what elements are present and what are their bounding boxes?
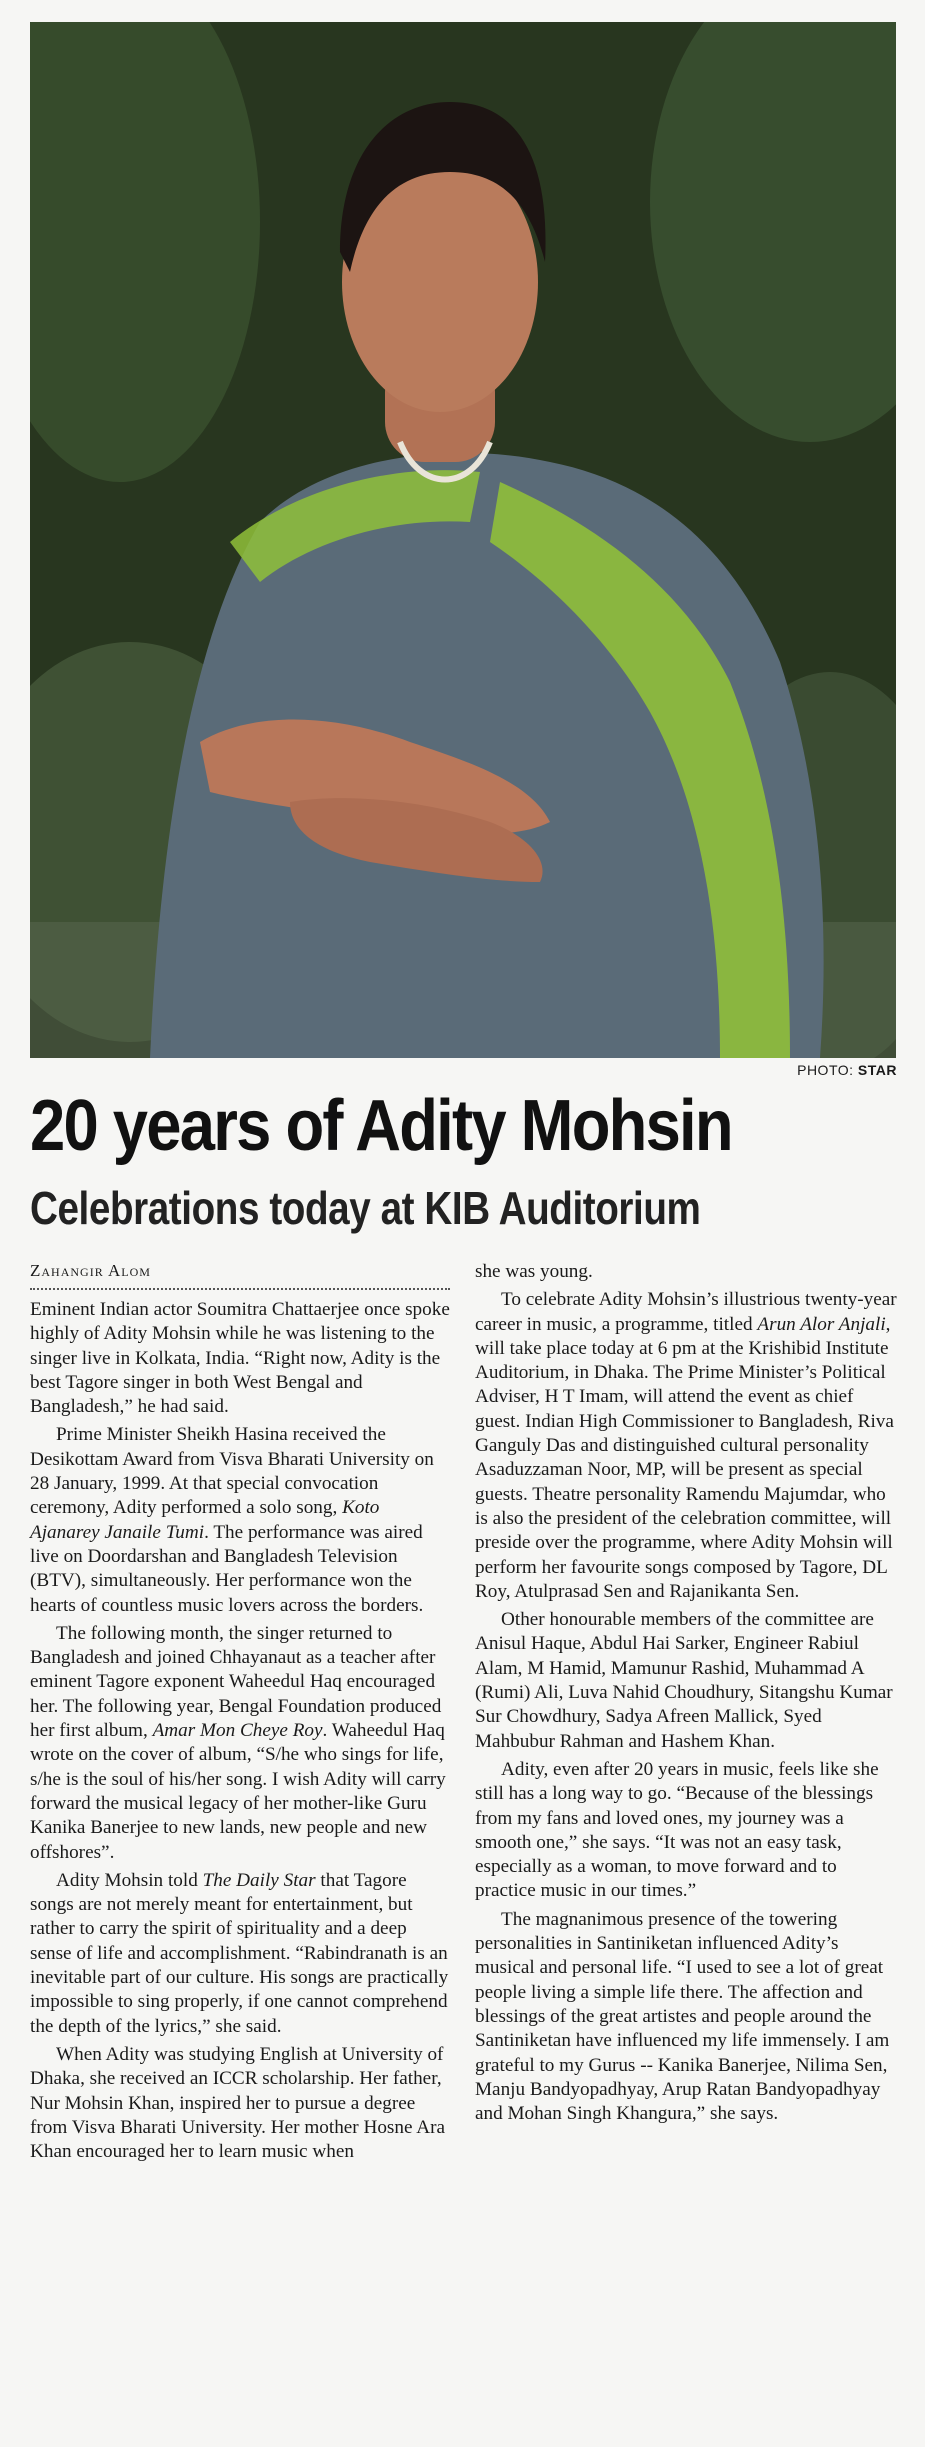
text-run: The following month, the singer returned to Bangladesh and joined Chhayanaut as a teacher after eminent Tagore exponent Waheedul Haq encouraged her. The following year, Bengal Foundation produced her first album, (30, 1622, 442, 1742)
text-run: . The performance was aired live on Doordarshan and Bangladesh Television (BTV), simultaneously. Her performance won the hearts of countless music lovers across the borders. (30, 1521, 424, 1616)
byline: Zahangir Alom (30, 1260, 450, 1290)
portrait-photo (30, 22, 896, 1058)
article-column-2 (475, 1260, 900, 2130)
paragraph (475, 1758, 900, 1904)
article-column-1 (30, 1260, 450, 2168)
paragraph (475, 1288, 900, 1604)
text-run: she was young. (475, 1261, 593, 1282)
headline: 20 years of Adity Mohsin (30, 1086, 732, 1166)
text-run: To celebrate Adity Mohsin’s illustrious twenty-year career in music, a programme, titled (475, 1289, 897, 1335)
paragraph (30, 1869, 450, 2039)
programme-title: Arun Alor Anjali (757, 1313, 886, 1335)
text-run: Eminent Indian actor Soumitra Chattaerjee once spoke highly of Adity Mohsin while he was listening to the singer live in Kolkata, India. “Right now, Adity is the best Tagore singer in both West Bengal and Bangladesh,” he had said. (30, 1299, 450, 1418)
paragraph (475, 1908, 900, 2127)
song-title: Koto Ajanarey Janaile Tumi (30, 1497, 380, 1543)
text-run: Other honourable members of the committee are Anisul Haque, Abdul Hai Sarker, Engineer Rabiul Alam, M Hamid, Mamunur Rashid, Muhammad A (Rumi) Ali, Luva Nahid Choudhury, Sitangshu Kumar Sur Chowdhury, Sadya Afreen Mallick, Syed Mahbubur Rahman and Hashem Khan. (475, 1609, 893, 1752)
portrait-illustration (30, 22, 896, 1058)
paragraph (475, 1608, 900, 1754)
text-run: . Waheedul Haq wrote on the cover of album, “S/he who sings for life, s/he is the soul of his/her song. I wish Adity will carry forward the musical legacy of her mother-like Guru Kanika Banerjee to new lands, new people and new offshores”. (30, 1720, 446, 1863)
photo-credit (797, 1062, 897, 1078)
paragraph (30, 1298, 450, 1419)
text-run: Adity Mohsin told (56, 1869, 203, 1891)
paragraph (30, 2043, 450, 2164)
paragraph (30, 1622, 450, 1865)
text-run: The magnanimous presence of the towering personalities in Santiniketan influenced Adity’s musical and personal life. “I used to see a lot of great people living a simple life there. The affection and blessings of the great artistes and people around the Santiniketan have influenced my life immensely. I am grateful to my Gurus -- Kanika Banerjee, Nilima Sen, Manju Bandyopadhyay, Arup Ratan Bandyopadhyay and Mohan Singh Khangura,” she says. (475, 1908, 890, 2125)
text-run: , will take place today at 6 pm at the Krishibid Institute Auditorium, in Dhaka. The Prime Minister’s Political Adviser, H T Imam, will attend the event as chief guest. Indian High Commissioner to Bangladesh, Riva Ganguly Das and distinguished cultural personality Asaduzzaman Noor, MP, will be present as special guests. Theatre personality Ramendu Majumdar, who is also the president of the celebration committee, will preside over the programme, where Adity Mohsin will perform her favourite songs composed by Tagore, DL Roy, Atulprasad Sen and Rajanikanta Sen. (475, 1313, 894, 1602)
paragraph (30, 1423, 450, 1617)
photo-credit-source: STAR (857, 1062, 897, 1078)
text-run: Prime Minister Sheikh Hasina received the Desikottam Award from Visva Bharati University on 28 January, 1999. At that special convocation ceremony, Adity performed a solo song, (30, 1424, 434, 1519)
album-title: Amar Mon Cheye Roy (152, 1720, 323, 1742)
publication-name: The Daily Star (202, 1869, 316, 1891)
text-run: Adity, even after 20 years in music, feels like she still has a long way to go. “Because of the blessings from my fans and loved ones, my journey was a smooth one,” she says. “It was not an easy task, especially as a woman, to move forward and to practice music in our times.” (475, 1758, 879, 1902)
paragraph (475, 1260, 900, 1284)
subheadline: Celebrations today at KIB Auditorium (30, 1182, 701, 1234)
text-run: When Adity was studying English at University of Dhaka, she received an ICCR scholarship. Her father, Nur Mohsin Khan, inspired her to pursue a degree from Visva Bharati University. Her mother Hosne Ara Khan encouraged her to learn music when (30, 2043, 446, 2163)
photo-credit-label: PHOTO: (797, 1062, 854, 1078)
text-run: that Tagore songs are not merely meant for entertainment, but rather to carry the spirit of spirituality and a deep sense of life and accomplishment. “Rabindranath is an inevitable part of our culture. His songs are practically impossible to sing properly, if one cannot comprehend the depth of the lyrics,” she said. (30, 1869, 449, 2037)
